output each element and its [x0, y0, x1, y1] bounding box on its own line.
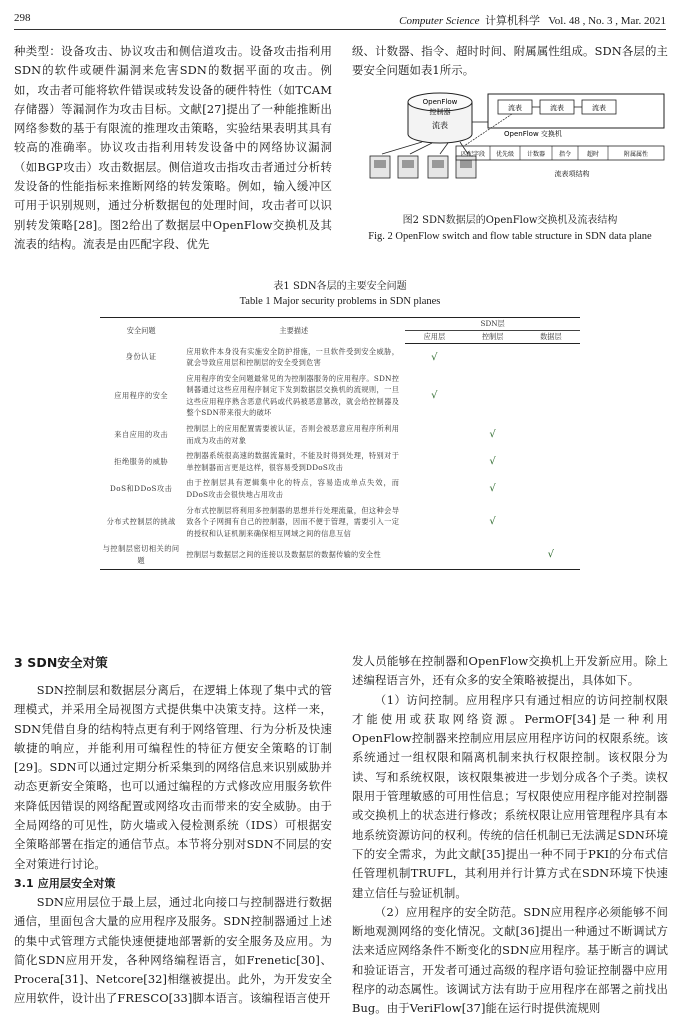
field-timeout: 超时	[586, 151, 600, 158]
check-mark: √	[489, 483, 496, 495]
field-priority: 优先级	[495, 151, 515, 158]
layer-cell	[405, 541, 463, 569]
subsection-title: 3.1 应用层安全对策	[14, 876, 116, 890]
page-header	[14, 12, 666, 28]
table-row	[100, 371, 580, 421]
table-row	[100, 541, 580, 569]
switch-icons	[370, 156, 476, 178]
table-caption-en: Table 1 Major security problems in SDN planes	[239, 296, 441, 307]
controller-title: OpenFlow	[422, 98, 458, 106]
table-body	[100, 344, 580, 570]
figure-caption	[352, 213, 668, 245]
paragraph: SDN控制层和数据层分离后，在逻辑上体现了集中式的管理模式，并采用全局视图方式提供集中决策支持。这样一来，SDN凭借自身的结构特点更有利于网络管理、行为分析及快速敏捷的响应，并能利用可编程性的特征方便安全策略的订制[29]。SDN可以通过定期分析采集到的网络信息来识别威胁并动态更新安全策略，也可以通过编程的方式修改应用服务软件来降低因错误的网络配置或网络攻击而带来的安全威胁。由于全局网络的可见性，防火墙或入侵检测系统（IDS）可根据安全策略部署在指定的通信节点。本节将分别对SDN不同层的安全对策进行讨论。	[14, 683, 332, 871]
controller-body: 流表	[432, 121, 448, 130]
row-description: 控制层与数据层之间的连接以及数据层的数据传输的安全性	[182, 541, 405, 569]
figure-2	[352, 92, 668, 210]
paragraph: （2）应用程序的安全防范。SDN应用程序必须能够不间断地观测网络的变化情况。文献[36]提出一种通过不断调试方法来适应网络条件不断变化的SDN应用程序。基于断言的调试和验证语言，开发者可通过高级的程序语句验证控制器中应用程序的动态属性。该调试方法有助于应用程序在部署之前找出Bug。由于VeriFlow[37]能在运行时提供流规则	[352, 904, 668, 1016]
row-issue: 拒绝服务的威胁	[114, 457, 169, 467]
col-header-control: 控制层	[463, 331, 521, 344]
table-row	[100, 421, 580, 448]
openflow-diagram	[352, 92, 668, 210]
layer-cell	[522, 475, 580, 502]
row-issue: 分布式控制层的挑战	[106, 517, 176, 527]
controller-subtitle: 控制器	[429, 108, 451, 116]
left-column-top	[14, 42, 332, 254]
table-row	[100, 475, 580, 502]
table-row	[100, 448, 580, 475]
journal-name-cn: 计算机科学	[485, 15, 540, 27]
row-issue: 身份认证	[125, 352, 157, 362]
right-column-bottom	[352, 652, 668, 1019]
row-description: 控制层上的应用配置需要被认证，否则会被恶意应用程序所利用而成为攻击的对象	[186, 424, 400, 445]
col-header-issue: 安全问题	[100, 318, 182, 344]
layer-cell	[463, 475, 521, 502]
layer-cell	[463, 421, 521, 448]
col-header-app: 应用层	[405, 331, 463, 344]
row-issue: DoS和DDoS攻击	[109, 484, 173, 494]
layer-cell	[405, 503, 463, 542]
row-description: 应用软件本身没有实施安全防护措施，一旦软件受到安全威胁，就会导致应用层和控制层的安全受到危害	[186, 346, 400, 368]
layer-cell	[405, 448, 463, 475]
volume-info: Vol. 48 , No. 3 , Mar. 2021	[548, 15, 666, 27]
figure-caption-cn: 图2 SDN数据层的OpenFlow交换机及流表结构	[402, 215, 618, 226]
flow-table-3: 流表	[592, 104, 606, 112]
layer-cell	[405, 371, 463, 421]
check-mark: √	[431, 390, 438, 402]
row-description: 控制器系统很高速的数据流量时，不能及时得到处理，特别对于单控制器而言更是这样，很容易受到DDoS攻击	[186, 451, 400, 472]
layer-cell	[522, 371, 580, 421]
check-mark: √	[431, 351, 438, 363]
layer-cell	[463, 503, 521, 542]
left-column-bottom	[14, 655, 332, 1009]
paragraph: 种类型：设备攻击、协议攻击和侧信道攻击。设备攻击指利用SDN的软件或硬件漏洞来危害SDN的数据平面的攻击。例如，攻击者可能将软件错误或转发设备的硬件特性（如TCAM存储器）等漏洞作为攻击目标。文献[27]提出了一种能推断出网络参数的基于有限流的推理攻击策略，实验结果表明其具有较高的准确率。协议攻击指利用转发设备中的网络协议漏洞（如BGP攻击）攻击数据层。侧信道攻击指攻击者通过分析转发设备的性能指标来推断网络的转发策略。例如，输入缓冲区可用于识别规则，通过分析数据包的处理时间，攻击者可以识别转发策略[28]。图2给出了数据层中OpenFlow交换机及其流表的结构。流表是由匹配字段、优先	[14, 44, 332, 251]
layer-cell	[463, 344, 521, 371]
layer-cell	[522, 503, 580, 542]
header-rule	[14, 29, 666, 30]
layer-cell	[463, 448, 521, 475]
check-mark: √	[547, 549, 555, 561]
layer-cell	[405, 475, 463, 502]
layer-cell	[405, 421, 463, 448]
layer-cell	[522, 448, 580, 475]
journal-info	[399, 12, 666, 28]
page-number: 298	[14, 12, 31, 24]
layer-cell	[522, 344, 580, 371]
security-table	[100, 317, 580, 570]
check-mark: √	[489, 428, 496, 440]
paragraph: SDN应用层位于最上层，通过北向接口与控制器进行数据通信，里面包含大量的应用程序及服务。SDN控制器通过上述的集中式管理方式能快速便捷地部署新的安全服务及应用。为简化SDN应用开发，各种网络编程语言，如Frenetic[30]、Procera[31]、Netcore[32]相继被提出。此外，为开发安全应用软件，设计出了FRESCO[33]脚本语言。该编程语言使开	[14, 894, 332, 1006]
check-mark: √	[489, 456, 496, 468]
table-caption	[14, 279, 666, 309]
switch-label: OpenFlow 交换机	[504, 130, 562, 138]
field-instruction: 指令	[558, 151, 572, 158]
row-issue: 来自应用的攻击	[114, 429, 169, 439]
entry-label: 流表项结构	[554, 170, 590, 178]
col-header-layer-group: SDN层	[405, 318, 580, 331]
layer-cell	[463, 371, 521, 421]
col-header-data: 数据层	[522, 331, 580, 344]
check-mark: √	[489, 516, 496, 528]
row-description: 分布式控制层将利用多控制器的思想并行处理流量，但这种会导致各个子网拥有自己的控制器，因而不便于管理，需要引入一定的授权和认证机制来确保相互网域之间的信息互信	[186, 505, 400, 538]
paragraph: （1）访问控制。应用程序只有通过相应的访问控制权限才能使用或获取网络资源。PermOF[34]是一种利用OpenFlow控制器来控制应用层应用程序访问的权限系统。该系统通过一组权限和隔离机制来执行权限控制。该权限分为读、写和系统权限，该权限集被进一步划分成各个子类。读权限用于管理敏感的可用性信息；写权限使应用程序能对控制器或交换机上的状态进行修改；系统权限让应用管理程序具有本地系统资源访问的权利。传统的信任机制已无法满足SDN环境下的安全需求，为此文献[35]提出一种不同于PKI的分布式信任管理机制TRUFL，其利用并行计算方式在SDN环境下快速建立信任与验证机制。	[352, 692, 668, 900]
figure-caption-en: Fig. 2 OpenFlow switch and flow table structure in SDN data plane	[368, 231, 652, 242]
table-caption-cn: 表1 SDN各层的主要安全问题	[273, 281, 407, 292]
field-match: 匹配字段	[460, 151, 486, 158]
journal-name-en: Computer Science	[399, 15, 480, 27]
section-title: 3 SDN安全对策	[14, 655, 108, 670]
table-row	[100, 344, 580, 371]
layer-cell	[522, 421, 580, 448]
col-header-desc: 主要描述	[182, 318, 405, 344]
paragraph: 发人员能够在控制器和OpenFlow交换机上开发新应用。除上述编程语言外，还有众多的安全策略被提出，具体如下。	[352, 654, 668, 688]
row-description: 应用程序的安全问题最常见的为控制器服务的应用程序。SDN控制器通过这些应用程序制定下发到数据层交换机的流规则，一旦这些应用程序熟含恶意代码或代码被恶意篡改，就会给控制器及整个SDN带来很大的破坏	[186, 373, 400, 418]
flow-table-2: 流表	[550, 104, 564, 112]
layer-cell	[405, 344, 463, 371]
layer-cell	[522, 541, 580, 569]
layer-cell	[463, 541, 521, 569]
field-counter: 计数器	[526, 151, 546, 158]
field-attribute: 附属属性	[623, 151, 649, 158]
flow-table-1: 流表	[508, 104, 522, 112]
row-description: 由于控制层具有逻辑集中化的特点，容易造成单点失效，而DDoS攻击会很快地占用攻击	[186, 478, 400, 500]
table-row	[100, 503, 580, 542]
row-issue: 与控制层密切相关的问题	[100, 541, 182, 569]
row-issue: 应用程序的安全	[114, 391, 169, 401]
paragraph: 级、计数器、指令、超时时间、附属属性组成。SDN各层的主要安全问题如表1所示。	[352, 44, 668, 78]
right-column-top	[352, 42, 668, 81]
